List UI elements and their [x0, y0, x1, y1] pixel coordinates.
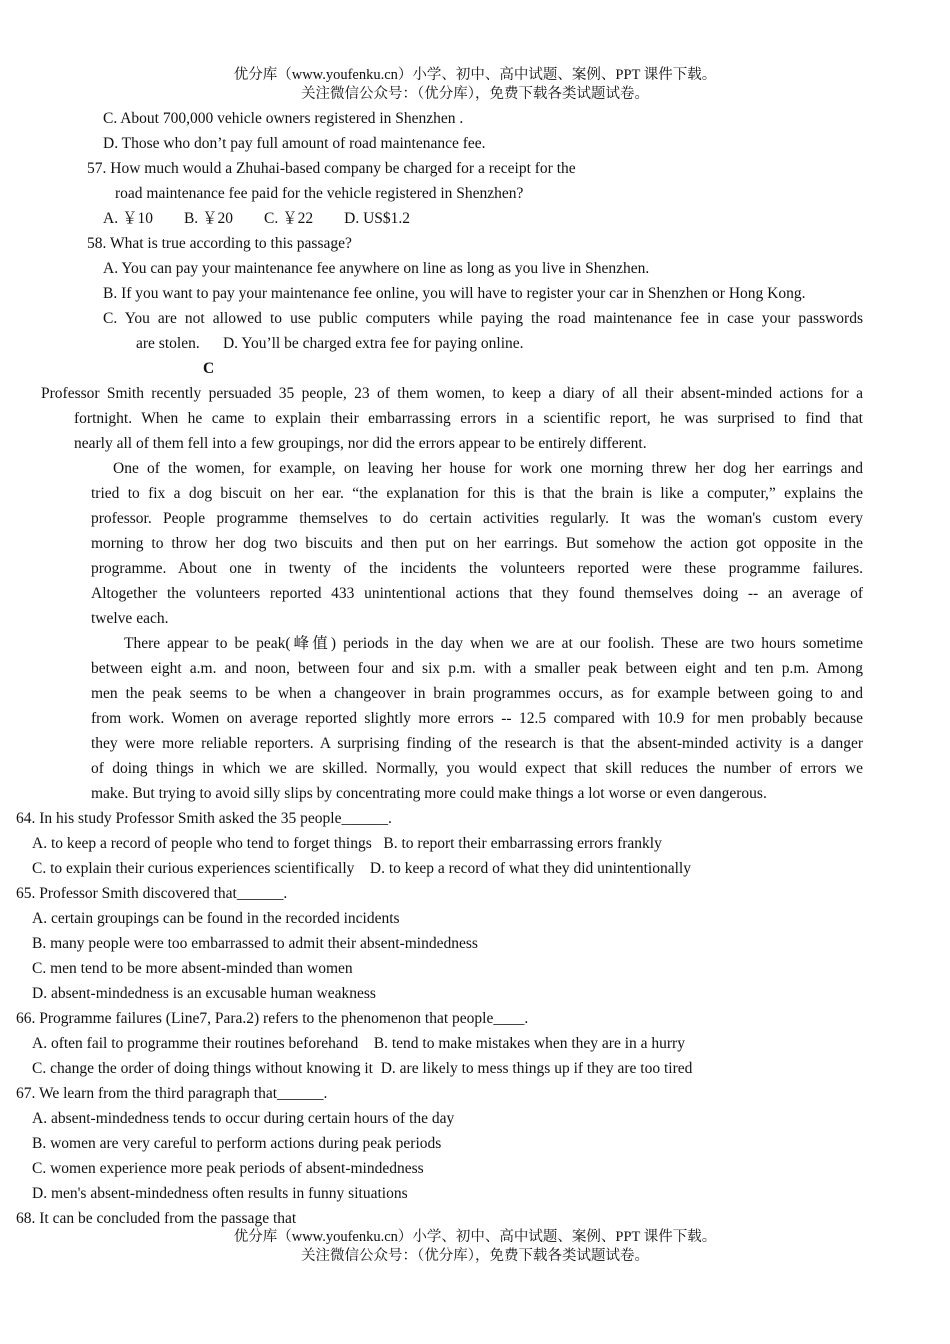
passage-p3-line-7: make. But trying to avoid silly slips by concentrating more could make things a lot worse or even dangerous.	[91, 785, 767, 802]
q66-stem: 66. Programme failures (Line7, Para.2) refers to the phenomenon that people____.	[16, 1010, 529, 1027]
q65-option-a: A. certain groupings can be found in the recorded incidents	[32, 910, 400, 927]
q67-option-b: B. women are very careful to perform actions during peak periods	[32, 1135, 442, 1152]
q67-option-c: C. women experience more peak periods of absent-mindedness	[32, 1160, 424, 1177]
q66-options-cd: C. change the order of doing things without knowing it D. are likely to mess things up if they are too tired	[32, 1060, 693, 1077]
passage-p2-line-2: tried to fix a dog biscuit on her ear. “the explanation for this is that the brain is like a computer,” explains the	[91, 485, 863, 502]
q57-stem-line-1: 57. How much would a Zhuhai-based company be charged for a receipt for the	[87, 160, 576, 177]
q56-option-d: D. Those who don’t pay full amount of road maintenance fee.	[103, 135, 486, 152]
page-header	[0, 66, 950, 104]
q57-options: A. ￥10 B. ￥20 C. ￥22 D. US$1.2	[103, 210, 411, 227]
q65-option-c: C. men tend to be more absent-minded than women	[32, 960, 353, 977]
page-footer	[0, 1228, 950, 1266]
passage-p1-line-3: nearly all of them fell into a few groupings, nor did the errors appear to be entirely different.	[74, 435, 647, 452]
q66-options-ab: A. often fail to programme their routines beforehand B. tend to make mistakes when they are in a hurry	[32, 1035, 685, 1052]
passage-p2-line-7: twelve each.	[91, 610, 169, 627]
q58-option-a: A. You can pay your maintenance fee anywhere on line as long as you live in Shenzhen.	[103, 260, 650, 277]
passage-p3-line-3: men the peak seems to be when a changeover in brain programmes occurs, as for example between going to and	[91, 685, 863, 702]
passage-p1-line-1: Professor Smith recently persuaded 35 people, 23 of them women, to keep a diary of all their absent-minded actions for a	[41, 385, 863, 402]
q67-option-a: A. absent-mindedness tends to occur during certain hours of the day	[32, 1110, 455, 1127]
q58-option-c-line-1: C. You are not allowed to use public computers while paying the road maintenance fee in case your passwords	[103, 310, 863, 327]
q67-option-d: D. men's absent-mindedness often results in funny situations	[32, 1185, 408, 1202]
section-label: C	[203, 360, 215, 377]
passage-p2-line-4: morning to throw her dog two biscuits and then put on her earrings. But somehow the action got opposite in the	[91, 535, 863, 552]
passage-p2-line-5: programme. About one in twenty of the incidents the volunteers reported were these programme failures.	[91, 560, 863, 577]
q65-option-b: B. many people were too embarrassed to admit their absent-mindedness	[32, 935, 478, 952]
q65-stem: 65. Professor Smith discovered that______.	[16, 885, 288, 902]
q64-options-ab: A. to keep a record of people who tend to forget things B. to report their embarrassing errors frankly	[32, 835, 662, 852]
passage-p3-line-2: between eight a.m. and noon, between four and six p.m. with a smaller peak between eight and ten p.m. Among	[91, 660, 863, 677]
passage-p2-line-3: professor. People programme themselves to do certain activities regularly. It was the woman's custom every	[91, 510, 863, 527]
passage-p3-line-5: they were more reliable reporters. A surprising finding of the research is that the absent-minded activity is a danger	[91, 735, 863, 752]
passage-p3-line-1: There appear to be peak(峰值) periods in the day when we are at our foolish. These are two hours sometime	[124, 635, 863, 652]
passage-p1-line-2: fortnight. When he came to explain their embarrassing errors in a scientific report, he was surprised to find that	[74, 410, 863, 427]
q58-option-c-d-line-2: are stolen. D. You’ll be charged extra fee for paying online.	[136, 335, 524, 352]
passage-p2-line-1: One of the women, for example, on leaving her house for work one morning threw her dog her earrings and	[113, 460, 863, 477]
q65-option-d: D. absent-mindedness is an excusable human weakness	[32, 985, 376, 1002]
header-line-2: 关注微信公众号：（优分库），免费下载各类试题试卷。	[301, 86, 649, 102]
q58-stem: 58. What is true according to this passage?	[87, 235, 352, 252]
header-line-1: 优分库（www.youfenku.cn）小学、初中、高中试题、案例、PPT 课件下载。	[233, 67, 717, 83]
q57-stem-line-2: road maintenance fee paid for the vehicle registered in Shenzhen?	[115, 185, 524, 202]
passage-p3-line-4: from work. Women on average reported slightly more errors -- 12.5 compared with 10.9 for men probably because	[91, 710, 863, 727]
q64-options-cd: C. to explain their curious experiences scientifically D. to keep a record of what they did unintentionally	[32, 860, 691, 877]
passage-p3-line-6: of doing things in which we are skilled. Normally, you would expect that skill reduces the number of errors we	[91, 760, 863, 777]
q56-option-c: C. About 700,000 vehicle owners registered in Shenzhen .	[103, 110, 464, 127]
q68-stem: 68. It can be concluded from the passage that	[16, 1210, 297, 1227]
q58-option-b: B. If you want to pay your maintenance fee online, you will have to register your car in Shenzhen or Hong Kong.	[103, 285, 806, 302]
q67-stem: 67. We learn from the third paragraph that______.	[16, 1085, 328, 1102]
footer-line-1: 优分库（www.youfenku.cn）小学、初中、高中试题、案例、PPT 课件下载。	[233, 1229, 717, 1245]
passage-p2-line-6: Altogether the volunteers reported 433 unintentional actions that they found themselves doing -- an average of	[91, 585, 863, 602]
footer-line-2: 关注微信公众号：（优分库），免费下载各类试题试卷。	[301, 1248, 649, 1264]
q64-stem: 64. In his study Professor Smith asked the 35 people______.	[16, 810, 392, 827]
